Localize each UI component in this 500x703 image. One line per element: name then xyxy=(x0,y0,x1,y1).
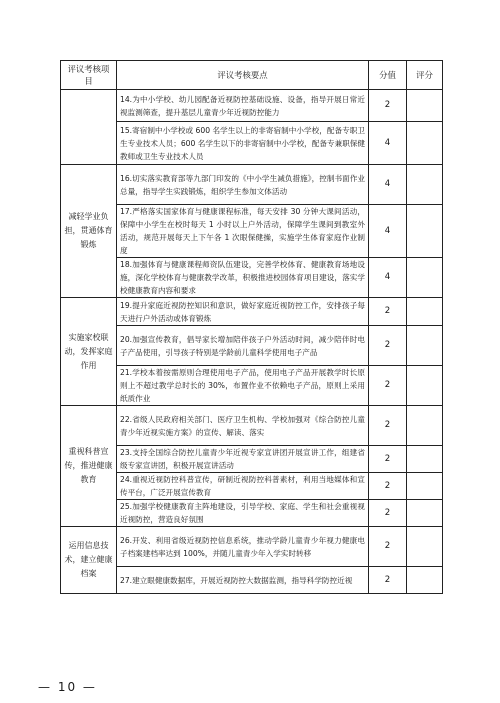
evaluation-table xyxy=(60,60,443,594)
table-row xyxy=(61,527,443,567)
eval-cell[interactable] xyxy=(407,500,443,527)
eval-cell[interactable] xyxy=(407,205,443,258)
score-cell: 2 xyxy=(369,473,407,500)
item-cell: 运用信息技术，建立健康档案 xyxy=(61,527,117,594)
eval-cell[interactable] xyxy=(407,567,443,594)
main-point-cell: 18.加强体育与健康课程师资队伍建设，完善学校体育、健康教育场地设施，深化学校体育与健康教学改革，积极推进校园体育项目建设，落实学校健康教育内容和要求 xyxy=(117,258,369,298)
header-score: 分值 xyxy=(369,61,407,90)
item-cell xyxy=(61,90,117,165)
table-header-row xyxy=(61,61,443,90)
table-row xyxy=(61,500,443,527)
main-point-cell: 22.省级人民政府相关部门、医疗卫生机构、学校加强对《综合防控儿童青少年近视实施方案》的宣传、解读、落实 xyxy=(117,406,369,446)
score-cell: 2 xyxy=(369,567,407,594)
eval-cell[interactable] xyxy=(407,165,443,205)
table-row xyxy=(61,298,443,326)
eval-cell[interactable] xyxy=(407,298,443,326)
main-point-cell: 14.为中小学校、幼儿园配备近视防控基础设施、设备，指导开展日常近视监测筛查，提升基层儿童青少年近视防控能力 xyxy=(117,90,369,122)
table-row xyxy=(61,258,443,298)
main-point-cell: 19.提升家庭近视防控知识和意识，做好家庭近视防控工作，安排孩子每天进行户外活动或体育锻炼 xyxy=(117,298,369,326)
score-cell: 2 xyxy=(369,527,407,567)
eval-cell[interactable] xyxy=(407,122,443,165)
header-item: 评议考核项目 xyxy=(61,61,117,90)
eval-cell[interactable] xyxy=(407,473,443,500)
eval-cell[interactable] xyxy=(407,366,443,406)
item-cell: 减轻学业负担，贯通体育锻炼 xyxy=(61,165,117,298)
header-main: 评议考核要点 xyxy=(117,61,369,90)
eval-cell[interactable] xyxy=(407,326,443,366)
score-cell: 2 xyxy=(369,326,407,366)
table-row xyxy=(61,473,443,500)
page-number: — 10 — xyxy=(38,680,97,694)
main-point-cell: 20.加强宣传教育，倡导家长增加陪伴孩子户外活动时间，减少陪伴时电子产品使用，引导孩子特别是学龄前儿童科学使用电子产品 xyxy=(117,326,369,366)
main-point-cell: 16.切实落实教育部等九部门印发的《中小学生减负措施》，控制书面作业总量，指导学生实践锻炼，组织学生参加文体活动 xyxy=(117,165,369,205)
main-point-cell: 25.加强学校健康教育主阵地建设，引导学校、家庭、学生和社会重视视近视防控，营造良好氛围 xyxy=(117,500,369,527)
eval-cell[interactable] xyxy=(407,258,443,298)
score-cell: 4 xyxy=(369,205,407,258)
item-cell: 重视科普宣传，推进健康教育 xyxy=(61,406,117,527)
score-cell: 2 xyxy=(369,406,407,446)
table-row xyxy=(61,366,443,406)
table-row xyxy=(61,406,443,446)
table-row xyxy=(61,90,443,122)
score-cell: 2 xyxy=(369,446,407,473)
table-row xyxy=(61,122,443,165)
main-point-cell: 17.严格落实国家体育与健康课程标准，每天安排 30 分钟大课间活动，保障中小学生在校时每天 1 小时以上户外活动，保障学生课间到教室外活动，规范开展每天上下午各 1 次眼保健操，实施学生体育家庭作业制度 xyxy=(117,205,369,258)
main-point-cell: 23.支持全国综合防控儿童青少年近视专家宣讲团开展宣讲工作，组建省级专家宣讲团，积极开展宣讲活动 xyxy=(117,446,369,473)
score-cell: 2 xyxy=(369,366,407,406)
score-cell: 4 xyxy=(369,165,407,205)
score-cell: 2 xyxy=(369,500,407,527)
eval-cell[interactable] xyxy=(407,527,443,567)
main-point-cell: 26.开发、利用省级近视防控信息系统，推动学龄儿童青少年视力健康电子档案建档率达到 100%，并随儿童青少年入学实时转移 xyxy=(117,527,369,567)
eval-cell[interactable] xyxy=(407,446,443,473)
eval-cell[interactable] xyxy=(407,90,443,122)
score-cell: 4 xyxy=(369,258,407,298)
table-row xyxy=(61,567,443,594)
score-cell: 2 xyxy=(369,90,407,122)
eval-cell[interactable] xyxy=(407,406,443,446)
table-row xyxy=(61,205,443,258)
header-eval: 评分 xyxy=(407,61,443,90)
table-body xyxy=(61,90,443,594)
main-point-cell: 24.重视近视防控科普宣传，研制近视防控科普素材，利用当地媒体和宣传平台，广泛开展宣传教育 xyxy=(117,473,369,500)
table-row xyxy=(61,326,443,366)
item-cell: 实施家校联动，发挥家庭作用 xyxy=(61,298,117,406)
table-row xyxy=(61,165,443,205)
score-cell: 4 xyxy=(369,122,407,165)
table-row xyxy=(61,446,443,473)
score-cell: 2 xyxy=(369,298,407,326)
main-point-cell: 27.建立眼健康数据库，开展近视防控大数据监测，指导科学防控近视 xyxy=(117,567,369,594)
main-point-cell: 21.学校本着按需原则合理使用电子产品，使用电子产品开展教学时长原则上不超过教学总时长的 30%，布置作业不依赖电子产品，原则上采用纸质作业 xyxy=(117,366,369,406)
main-point-cell: 15.寄宿制中小学校或 600 名学生以上的非寄宿制中小学校，配备专职卫生专业技术人员；600 名学生以下的非寄宿制中小学校，配备专兼职保健教师或卫生专业技术人员 xyxy=(117,122,369,165)
